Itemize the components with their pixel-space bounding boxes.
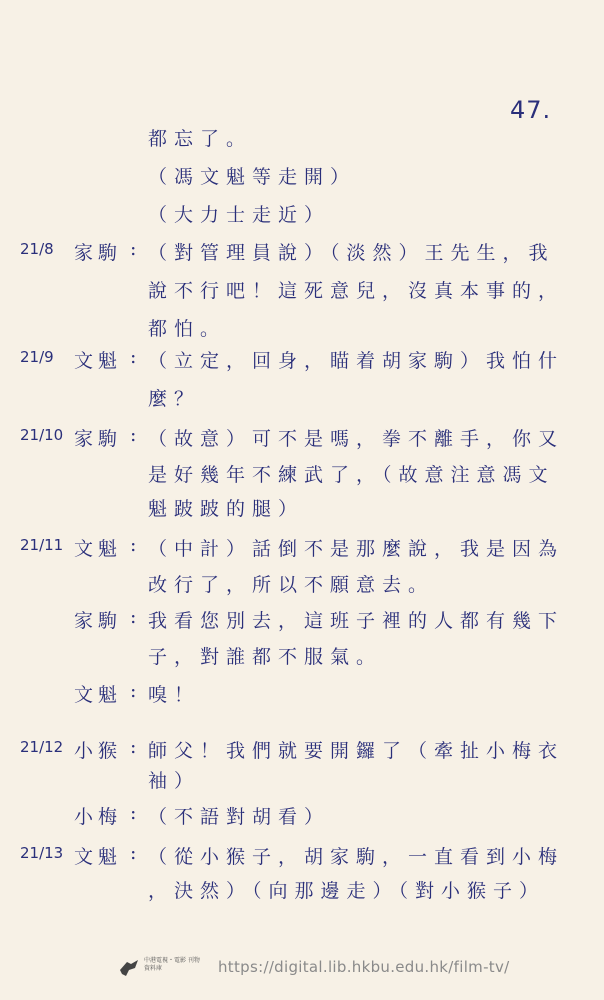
dialogue-line: 麼？ <box>148 388 201 410</box>
dialogue-line: 子，對誰都不服氣。 <box>148 646 383 668</box>
stage-direction: （不語對胡看） <box>148 806 331 828</box>
scene-number: 21/9 <box>20 348 54 366</box>
scene-number: 21/12 <box>20 738 64 756</box>
dialogue-line: （從小猴子，胡家駒，一直看到小梅 <box>148 846 565 868</box>
stage-direction: （馮文魁等走開） <box>148 166 357 188</box>
page-number: 47. <box>510 96 552 124</box>
dialogue-line: 是好幾年不練武了，（故意注意馮文 <box>148 464 555 486</box>
dialogue-line: 改行了，所以不願意去。 <box>148 574 435 596</box>
dialogue-line: （故意）可不是嗎，拳不離手，你又 <box>148 428 565 450</box>
dialogue-line: 袖） <box>148 770 201 792</box>
dialogue-line: 魁跛跛的腿） <box>148 498 305 520</box>
speaker-colon: : <box>130 736 137 758</box>
dialogue-line: 嗅！ <box>148 684 201 706</box>
logo-text: 中港電視・電影 刊物資料庫 <box>144 957 200 972</box>
script-line: 都忘了。 <box>148 128 253 150</box>
footer-watermark <box>118 952 518 982</box>
speaker-colon: : <box>130 424 137 446</box>
speaker-colon: : <box>130 238 137 260</box>
speaker-name: 文魁 <box>74 846 123 868</box>
library-logo-icon <box>118 958 140 978</box>
speaker-name: 家駒 <box>74 428 123 450</box>
speaker-name: 小梅 <box>74 806 123 828</box>
dialogue-line: （立定，回身，瞄着胡家駒）我怕什 <box>148 350 565 372</box>
dialogue-line: 說不行吧！這死意兒，沒真本事的， <box>148 280 565 302</box>
speaker-colon: : <box>130 842 137 864</box>
speaker-name: 家駒 <box>74 610 123 632</box>
speaker-colon: : <box>130 802 137 824</box>
dialogue-line: 我看您別去，這班子裡的人都有幾下 <box>148 610 565 632</box>
scene-number: 21/13 <box>20 844 64 862</box>
speaker-name: 文魁 <box>74 684 123 706</box>
stage-direction: （大力士走近） <box>148 204 331 226</box>
dialogue-line: （中計）話倒不是那麼說，我是因為 <box>148 538 565 560</box>
dialogue-line: （對管理員說）（淡然）王先生，我 <box>148 242 555 264</box>
dialogue-line: ，決然）（向那邊走）（對小猴子） <box>148 880 546 902</box>
speaker-name: 家駒 <box>74 242 123 264</box>
scene-number: 21/11 <box>20 536 64 554</box>
scene-number: 21/8 <box>20 240 54 258</box>
speaker-colon: : <box>130 680 137 702</box>
speaker-colon: : <box>130 534 137 556</box>
speaker-name: 文魁 <box>74 350 123 372</box>
speaker-name: 文魁 <box>74 538 123 560</box>
scene-number: 21/10 <box>20 426 64 444</box>
speaker-colon: : <box>130 606 137 628</box>
dialogue-line: 師父！我們就要開鑼了（牽扯小梅衣 <box>148 740 565 762</box>
dialogue-line: 都怕。 <box>148 318 227 340</box>
source-url[interactable]: https://digital.lib.hkbu.edu.hk/film-tv/ <box>218 958 510 976</box>
speaker-colon: : <box>130 346 137 368</box>
speaker-name: 小猴 <box>74 740 123 762</box>
